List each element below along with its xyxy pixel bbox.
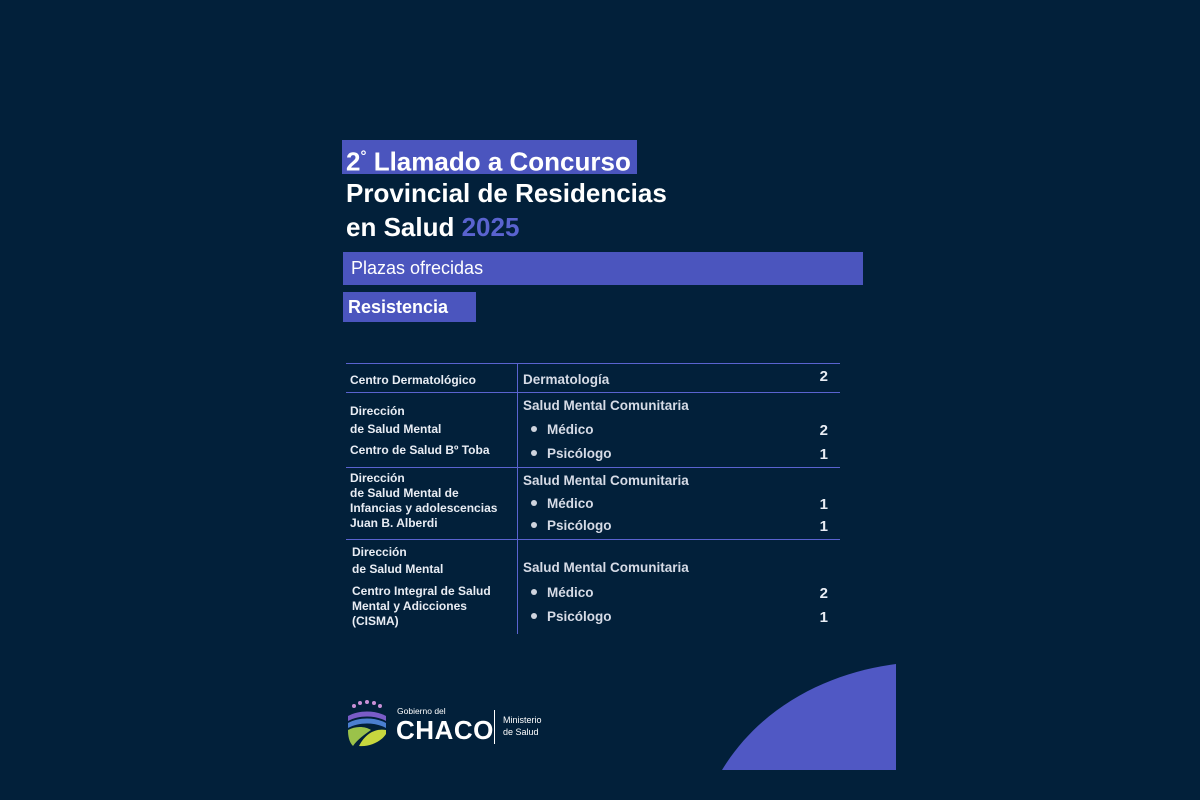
list-item: Médico xyxy=(531,422,840,437)
institution-name-line: Infancias y adolescencias xyxy=(350,501,498,515)
logo-divider xyxy=(494,710,495,744)
institution-name-line: de Salud Mental xyxy=(350,422,442,436)
ministerio-label: Ministerio de Salud xyxy=(503,715,542,737)
table-row xyxy=(346,363,840,392)
institution-name-line: Centro Integral de Salud xyxy=(352,584,491,598)
institution-name-line: de Salud Mental xyxy=(352,562,444,576)
list-item: Médico xyxy=(531,496,840,511)
list-item: Médico xyxy=(531,585,840,600)
plazas-ofrecidas-banner: Plazas ofrecidas xyxy=(343,252,863,285)
table-row xyxy=(346,539,840,634)
title-year: 2025 xyxy=(461,211,520,242)
bullet-icon xyxy=(531,589,537,595)
institution-name-line: Dirección xyxy=(352,545,407,559)
city-banner: Resistencia xyxy=(343,292,476,322)
list-item: Psicólogo xyxy=(531,609,840,624)
table-row xyxy=(346,467,840,539)
title-block xyxy=(342,140,667,244)
title-line-1: 2° Llamado a Concurso xyxy=(342,140,637,174)
institution-name-line: Dirección xyxy=(350,471,405,485)
institution-name-line: Mental y Adicciones xyxy=(352,599,467,613)
places-count: 2 xyxy=(819,422,828,439)
bullet-icon xyxy=(531,426,537,432)
chaco-emblem-icon xyxy=(345,700,389,750)
plazas-table xyxy=(346,363,840,634)
institution-name-line: Centro de Salud Bº Toba xyxy=(350,443,490,457)
places-count: 1 xyxy=(819,446,828,463)
title-line-2: Provincial de Residencias xyxy=(346,177,667,208)
chaco-wordmark: CHACO xyxy=(396,715,494,745)
places-count: 1 xyxy=(819,496,828,513)
list-item: Psicólogo xyxy=(531,518,840,533)
institution-name-line: (CISMA) xyxy=(352,614,399,628)
places-count: 2 xyxy=(819,585,828,602)
specialty-name: Dermatología xyxy=(523,372,610,387)
institution-name-line: de Salud Mental de xyxy=(350,486,459,500)
bullet-icon xyxy=(531,450,537,456)
bullet-icon xyxy=(531,613,537,619)
bullet-icon xyxy=(531,522,537,528)
table-row xyxy=(346,392,840,467)
places-count: 2 xyxy=(819,368,828,385)
list-item: Psicólogo xyxy=(531,446,840,461)
places-count: 1 xyxy=(819,609,828,626)
specialty-name: Salud Mental Comunitaria xyxy=(523,560,689,575)
institution-name-line: Dirección xyxy=(350,404,405,418)
specialty-name: Salud Mental Comunitaria xyxy=(523,398,689,413)
decorative-corner-shape xyxy=(722,664,896,770)
gobierno-chaco-logo xyxy=(345,700,565,752)
institution-name: Centro Dermatológico xyxy=(350,373,477,387)
specialty-name: Salud Mental Comunitaria xyxy=(523,473,689,488)
gobierno-label: Gobierno del xyxy=(397,706,446,716)
bullet-icon xyxy=(531,500,537,506)
institution-name-line: Juan B. Alberdi xyxy=(350,516,438,530)
places-count: 1 xyxy=(819,518,828,535)
title-line-3: en Salud 2025 xyxy=(346,211,520,242)
